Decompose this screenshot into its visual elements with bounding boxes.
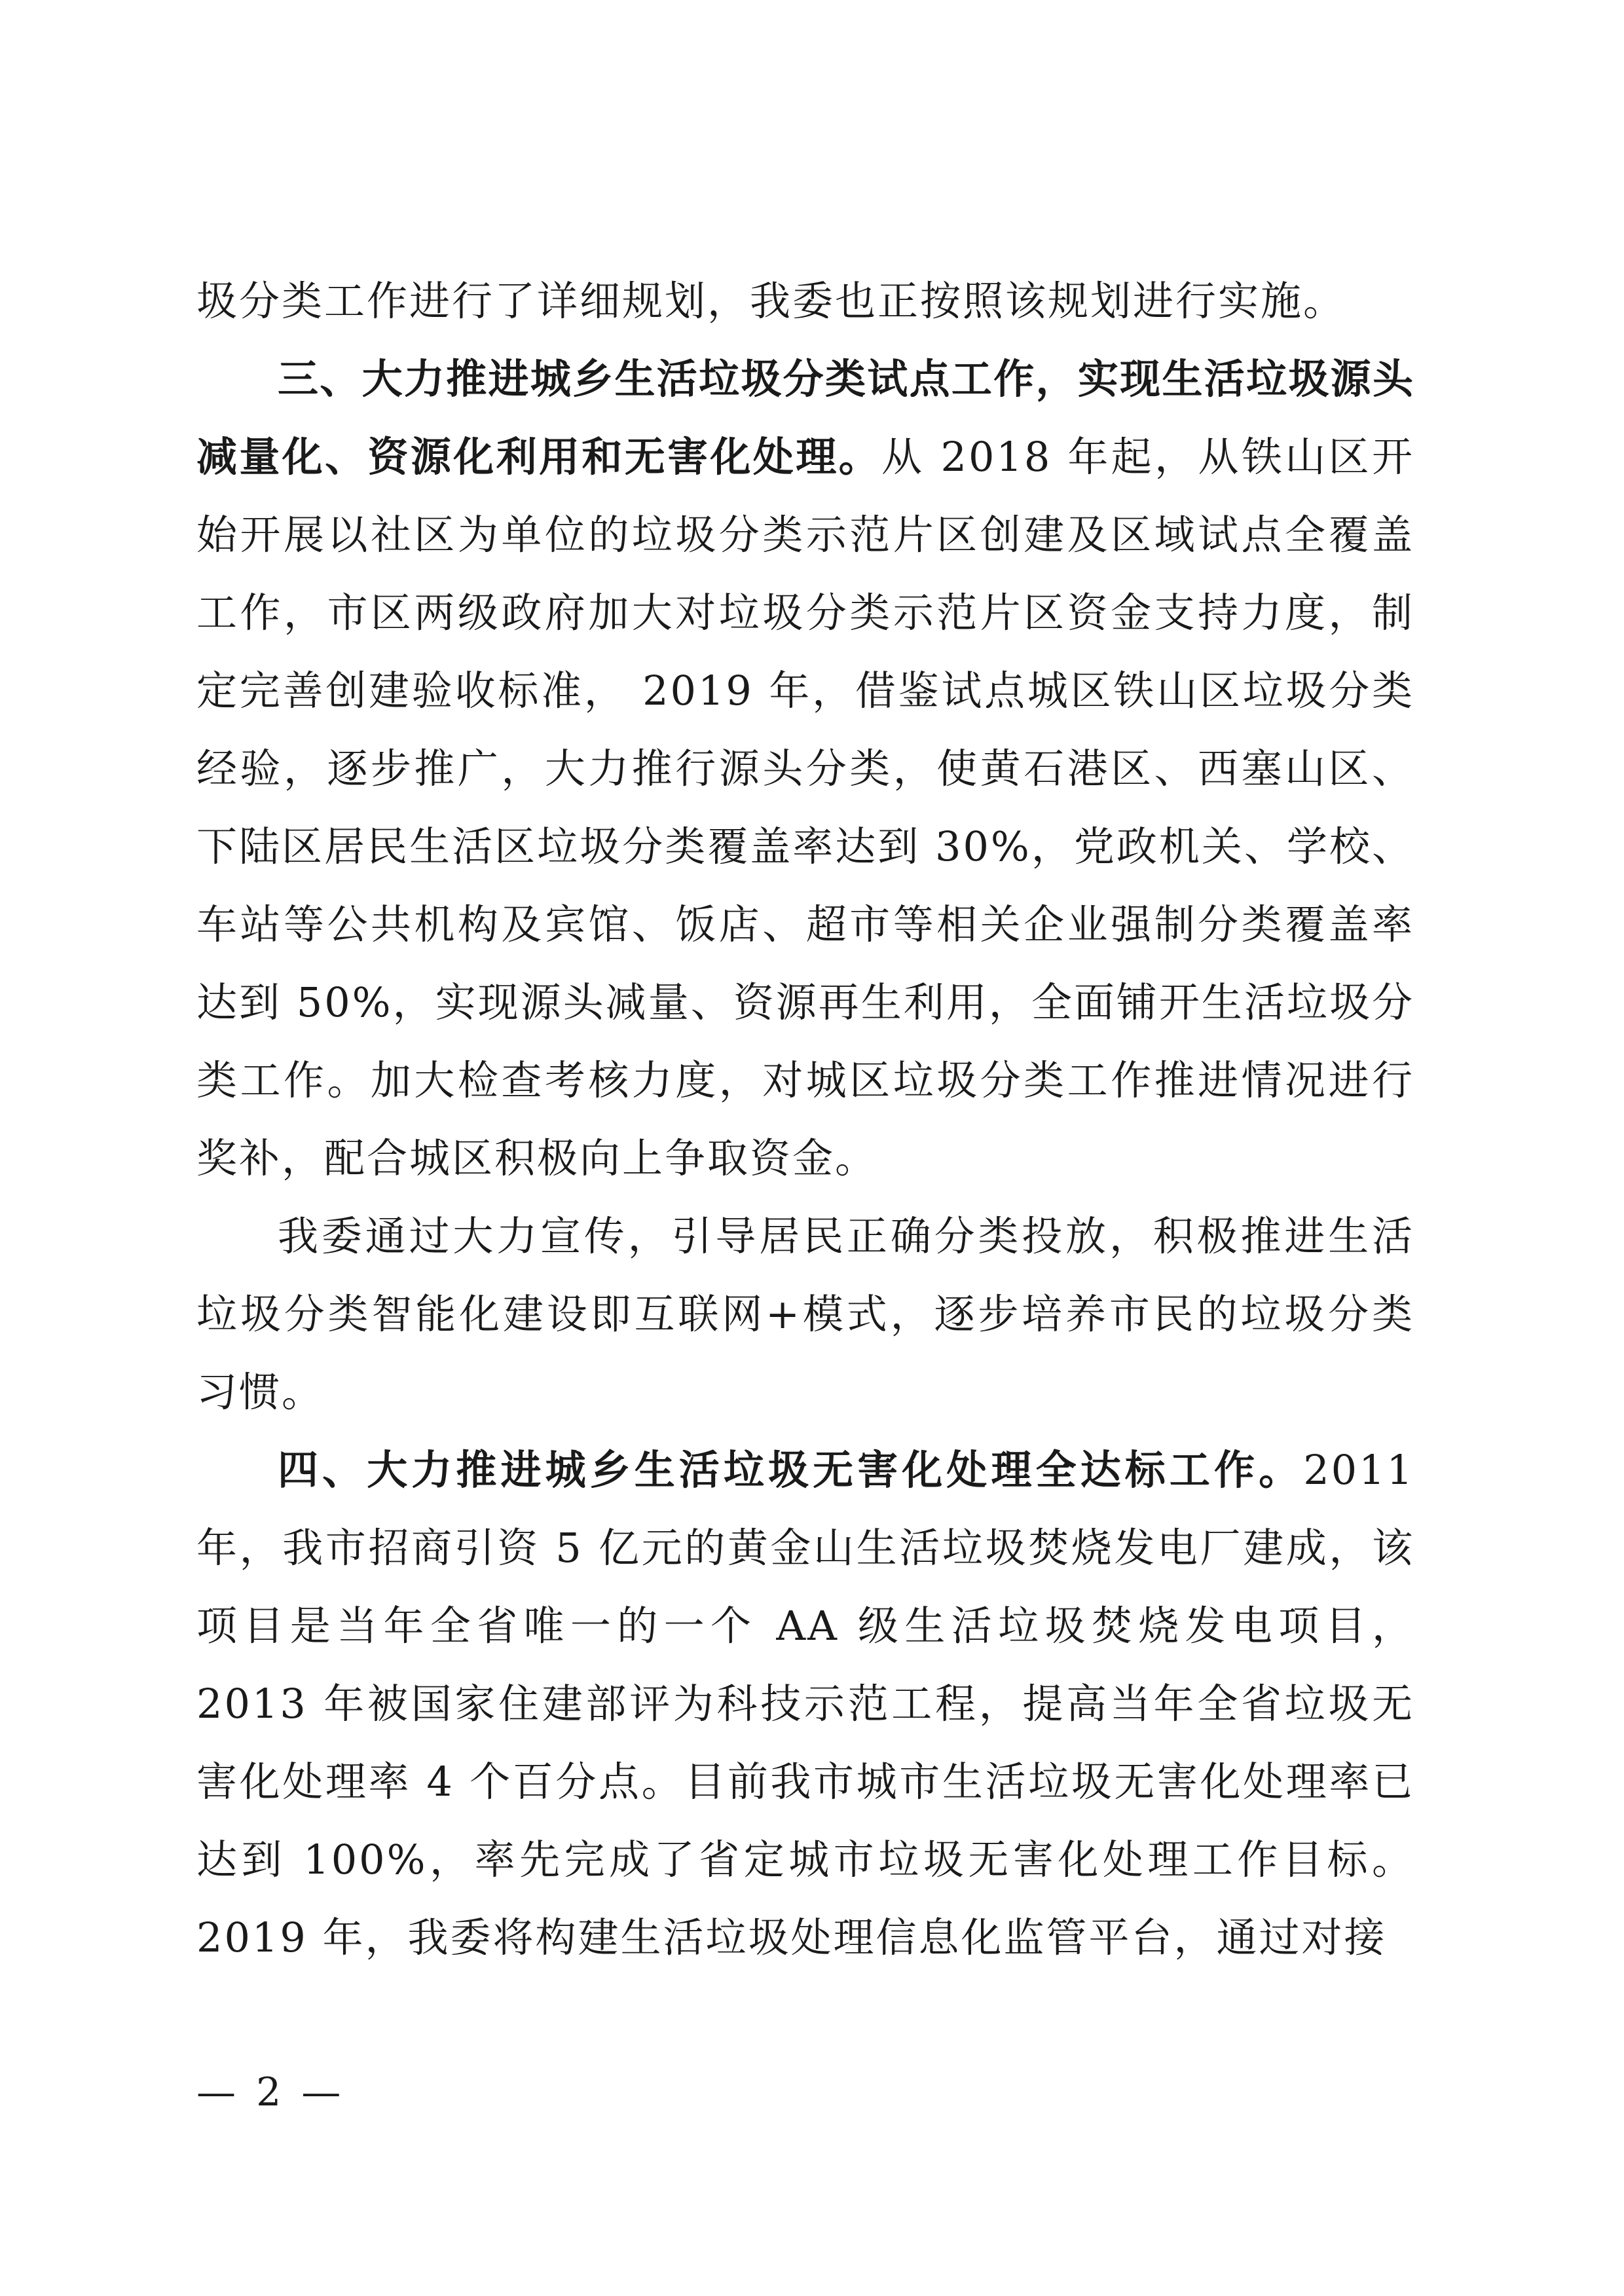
- paragraph-section-three: [196, 340, 1414, 1197]
- page-number: — 2 —: [196, 2069, 345, 2115]
- section-heading-three: 三、大力推进城乡生活垃圾分类试点工作，实现生活垃圾源头减量化、资源化利用和无害化处理。: [196, 355, 1414, 481]
- paragraph-continuation: [196, 262, 1414, 340]
- section-heading-four: 四、大力推进城乡生活垃圾无害化处理全达标工作。: [278, 1446, 1304, 1494]
- paragraph-publicity: [196, 1197, 1414, 1431]
- document-body: [196, 262, 1414, 1976]
- paragraph-text: 2011 年，我市招商引资 5 亿元的黄金山生活垃圾焚烧发电厂建成，该项目是当年全省唯一的一个 AA 级生活垃圾焚烧发电项目，2013 年被国家住建部评为科技示范工程，提高当年全省垃圾无害化处理率 4 个百分点。目前我市城市生活垃圾无害化处理率已达到 100%，率先完成了省定城市垃圾无害化处理工作目标。2019 年，我委将构建生活垃圾处理信息化监管平台，通过对接: [196, 1446, 1414, 1961]
- paragraph-section-four: [196, 1431, 1414, 1976]
- paragraph-text: 我委通过大力宣传，引导居民正确分类投放，积极推进生活垃圾分类智能化建设即互联网+模式，逐步培养市民的垃圾分类习惯。: [196, 1212, 1414, 1416]
- paragraph-text: 从 2018 年起，从铁山区开始开展以社区为单位的垃圾分类示范片区创建及区域试点全覆盖工作，市区两级政府加大对垃圾分类示范片区资金支持力度，制定完善创建验收标准， 2019 年，借鉴试点城区铁山区垃圾分类经验，逐步推广，大力推行源头分类，使黄石港区、西塞山区、下陆区居民生活区垃圾分类覆盖率达到 30%，党政机关、学校、车站等公共机构及宾馆、饭店、超市等相关企业强制分类覆盖率达到 50%，实现源头减量、资源再生利用，全面铺开生活垃圾分类工作。加大检查考核力度，对城区垃圾分类工作推进情况进行奖补，配合城区积极向上争取资金。: [196, 433, 1414, 1182]
- paragraph-text: 圾分类工作进行了详细规划，我委也正按照该规划进行实施。: [196, 277, 1346, 325]
